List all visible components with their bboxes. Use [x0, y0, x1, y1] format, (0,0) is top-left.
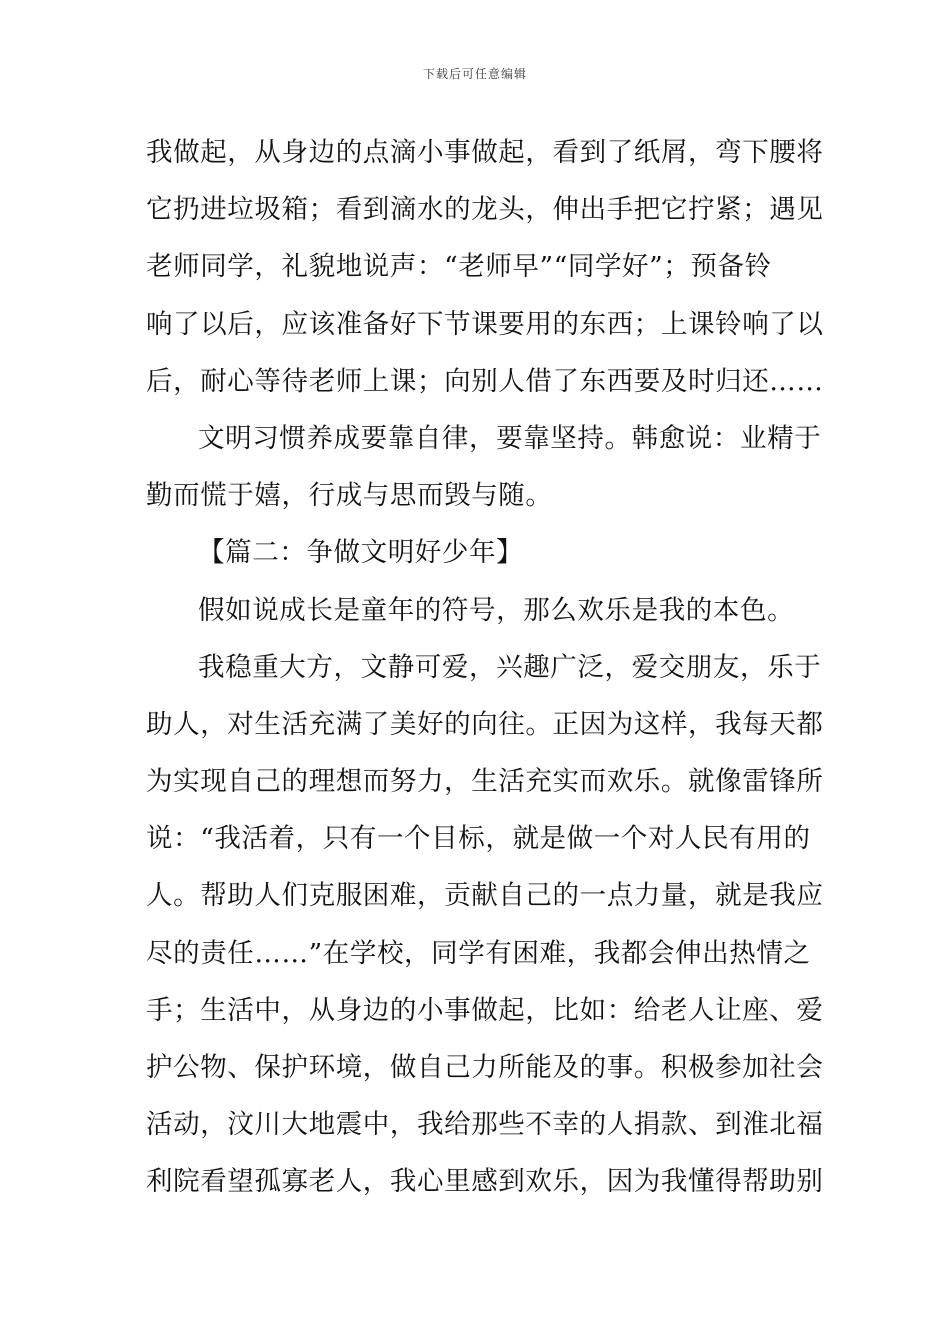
paragraph-start-line: 假如说成长是童年的符号，那么欢乐是我的本色。 [198, 594, 795, 626]
text-line: 响了以后，应该准备好下节课要用的东西；上课铃响了以 [146, 308, 824, 340]
text-line: 护公物、保护环境，做自己力所能及的事。积极参加社会 [146, 1052, 824, 1083]
paragraph-start-line: 我稳重大方，文静可爱，兴趣广泛，爱交朋友，乐于 [198, 651, 822, 683]
text-line: 说：“我活着，只有一个目标，就是做一个对人民有用的 [146, 823, 811, 855]
text-line: 利院看望孤寡老人，我心里感到欢乐，因为我懂得帮助别 [146, 1166, 824, 1198]
paragraph-start-line: 文明习惯养成要靠自律，要靠坚持。韩愈说：业精于 [198, 422, 822, 454]
section-heading: 【篇二：争做文明好少年】 [198, 537, 524, 569]
body-text [146, 124, 824, 1211]
text-line: 勤而慌于嬉，行成与思而毁与随。 [146, 480, 553, 512]
text-line: 后，耐心等待老师上课；向别人借了东西要及时归还…… [146, 365, 824, 397]
text-line: 它扔进垃圾箱；看到滴水的龙头，伸出手把它拧紧；遇见 [146, 194, 824, 226]
text-line: 为实现自己的理想而努力，生活充实而欢乐。就像雷锋所 [146, 766, 824, 798]
text-line: 老师同学，礼貌地说声：“老师早”“同学好”；预备铃 [146, 251, 772, 283]
text-line: 尽的责任……”在学校，同学有困难，我都会伸出热情之 [146, 937, 811, 969]
header-note: 下载后可任意编辑 [422, 67, 527, 81]
text-line: 助人，对生活充满了美好的向往。正因为这样，我每天都 [146, 708, 824, 740]
text-line: 活动，汶川大地震中，我给那些不幸的人捐款、到淮北福 [146, 1109, 824, 1141]
text-line: 人。帮助人们克服困难，贡献自己的一点力量，就是我应 [146, 880, 824, 912]
text-line: 手；生活中，从身边的小事做起，比如：给老人让座、爱 [146, 994, 824, 1026]
text-line: 我做起，从身边的点滴小事做起，看到了纸屑，弯下腰将 [146, 137, 824, 168]
